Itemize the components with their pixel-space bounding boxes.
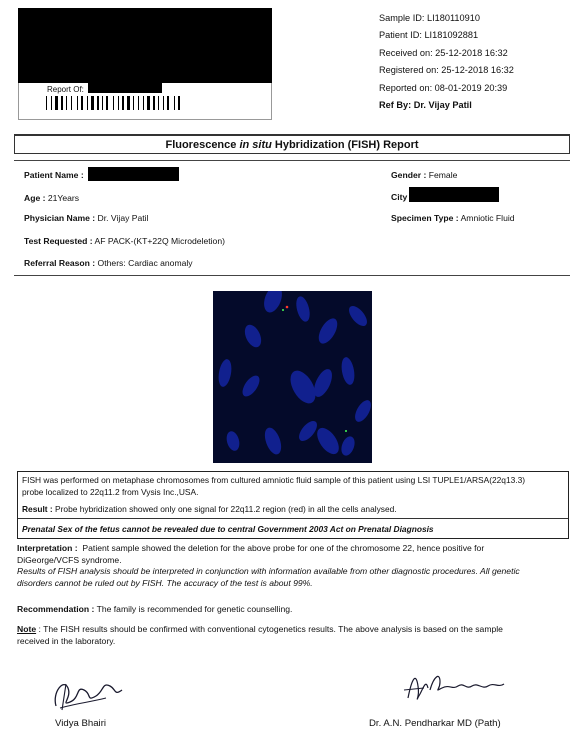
- barcode-bar: [53, 96, 54, 110]
- barcode-bar: [170, 96, 173, 110]
- barcode-bar: [109, 96, 112, 110]
- barcode-bar: [120, 96, 121, 110]
- interpretation-italic2: disorders cannot be ruled out by FISH. The accuracy of the test is about 99%.: [17, 577, 313, 588]
- physician-field: [24, 213, 149, 223]
- result-value: Probe hybridization showed only one signal for 22q11.2 region (red) in all the cells analysed.: [52, 504, 397, 514]
- barcode-bar: [153, 96, 155, 110]
- barcode-bar: [138, 96, 139, 110]
- test-requested-field: [24, 236, 225, 246]
- barcode-bar: [61, 96, 63, 110]
- barcode-bar: [64, 96, 65, 110]
- barcode-bar: [118, 96, 119, 110]
- barcode-bar: [68, 96, 70, 110]
- report-of-redacted: [88, 83, 162, 93]
- signature-left: [50, 672, 130, 714]
- patient-name-field: [24, 170, 84, 180]
- barcode-bar: [160, 96, 162, 110]
- registered-on: Registered on: 25-12-2018 16:32: [379, 65, 514, 76]
- barcode-bar: [106, 96, 108, 110]
- barcode-bar: [87, 96, 88, 110]
- report-title: [14, 134, 570, 154]
- gender-field: [391, 170, 457, 180]
- title-suffix: Hybridization (FISH) Report: [271, 138, 419, 151]
- barcode-bar: [77, 96, 78, 110]
- barcode-bar: [127, 96, 130, 110]
- note: [17, 624, 503, 647]
- method-line-1: FISH was performed on metaphase chromosomes from cultured amniotic fluid sample of this patient using LSI TUPLE1/ARSA(22q13.3): [22, 475, 526, 485]
- method-line-2: probe localized to 22q11.2 from Vysis Inc.,USA.: [22, 487, 199, 497]
- barcode-bar: [158, 96, 159, 110]
- test-label: Test Requested :: [24, 236, 93, 246]
- barcode-bar: [89, 96, 90, 110]
- title-prefix: Fluorescence: [165, 138, 240, 151]
- barcode-bar: [145, 96, 146, 110]
- sex-notice: Prenatal Sex of the fetus cannot be revealed due to central Government 2003 Act on Prenatal Diagnosis: [22, 524, 434, 534]
- barcode-bar: [73, 96, 76, 110]
- note-line1: : The FISH results should be confirmed with conventional cytogenetics results. The above analysis is based on the sample: [36, 624, 503, 634]
- note-label: Note: [17, 624, 37, 634]
- barcode-bar: [46, 96, 47, 110]
- city-label: City: [391, 192, 408, 202]
- barcode-bar: [71, 96, 72, 110]
- recommendation-label: Recommendation :: [17, 604, 95, 614]
- gender-value: Female: [426, 170, 458, 180]
- fish-chromosome-image: [213, 291, 372, 463]
- barcode-bar: [147, 96, 150, 110]
- received-on: Received on: 25-12-2018 16:32: [379, 47, 508, 58]
- divider-patient: [14, 275, 570, 276]
- barcode-bar: [131, 96, 132, 110]
- barcode-bar: [176, 96, 177, 110]
- barcode-bar: [163, 96, 164, 110]
- signature-right: [400, 668, 510, 712]
- age-field: [24, 193, 79, 203]
- red-signal-dot: [286, 306, 289, 309]
- report-metadata: [379, 10, 514, 114]
- result-label: Result :: [22, 504, 53, 514]
- result-box: [17, 471, 569, 539]
- interpretation-italic1: Results of FISH analysis should be interpreted in conjunction with information available from other diagnostic procedures. All genetic: [17, 566, 520, 576]
- barcode-bar: [91, 96, 94, 110]
- barcode-bar: [79, 96, 80, 110]
- barcode-bar: [174, 96, 175, 110]
- referral-field: [24, 258, 193, 268]
- patient-name-redacted: [88, 167, 179, 181]
- title-italic: in situ: [239, 138, 272, 151]
- referral-label: Referral Reason :: [24, 258, 96, 268]
- barcode-bar: [66, 96, 67, 110]
- interpretation: [17, 543, 520, 589]
- barcode-bar: [135, 96, 137, 110]
- city-redacted: [409, 187, 499, 202]
- specimen-value: Amniotic Fluid: [458, 213, 515, 223]
- patient-name-label: Patient Name :: [24, 170, 84, 180]
- barcode-bar: [81, 96, 83, 110]
- barcode-bar: [178, 96, 180, 110]
- fish-microscopy-image: [213, 291, 372, 463]
- interpretation-line1: Patient sample showed the deletion for the above probe for one of the chromosome 22, hence positive for: [77, 543, 485, 553]
- barcode-bar: [84, 96, 86, 110]
- recommendation: [17, 604, 292, 616]
- barcode-bar: [181, 96, 182, 110]
- physician-value: Dr. Vijay Patil: [95, 213, 149, 223]
- patient-id: Patient ID: LI181092881: [379, 30, 479, 41]
- reported-on: Reported on: 08-01-2019 20:39: [379, 82, 508, 93]
- interpretation-label: Interpretation :: [17, 543, 78, 553]
- note-line2: received in the laboratory.: [17, 635, 116, 646]
- barcode-bar: [51, 96, 52, 110]
- physician-label: Physician Name :: [24, 213, 96, 223]
- specimen-field: [391, 213, 515, 223]
- barcode-bar: [59, 96, 60, 110]
- barcode-bar: [115, 96, 117, 110]
- signatory-left-name: Vidya Bhairi: [55, 718, 107, 729]
- barcode-bar: [140, 96, 142, 110]
- result-divider: [18, 518, 568, 519]
- city-field: [391, 192, 407, 202]
- barcode-bar: [125, 96, 126, 110]
- age-value: 21Years: [45, 193, 80, 203]
- barcode-bar: [55, 96, 58, 110]
- recommendation-value: The family is recommended for genetic counselling.: [94, 604, 293, 614]
- barcode-bar: [95, 96, 96, 110]
- barcode-bar: [104, 96, 105, 110]
- report-of-label: Report Of:: [47, 85, 84, 94]
- barcode-bar: [113, 96, 114, 110]
- barcode-bar: [165, 96, 166, 110]
- gender-label: Gender :: [391, 170, 427, 180]
- green-signal-dot-2: [345, 430, 347, 432]
- barcode-bar: [133, 96, 134, 110]
- sample-id: Sample ID: LI180110910: [379, 13, 480, 23]
- result-line: [22, 504, 397, 515]
- barcode-bar: [156, 96, 157, 110]
- barcode: [46, 96, 216, 110]
- age-label: Age :: [24, 193, 46, 203]
- barcode-bar: [167, 96, 169, 110]
- barcode-bar: [48, 96, 50, 110]
- barcode-bar: [151, 96, 152, 110]
- green-signal-dot: [282, 309, 284, 311]
- signatory-right-name: Dr. A.N. Pendharkar MD (Path): [369, 718, 501, 729]
- barcode-bar: [97, 96, 99, 110]
- divider-top: [14, 160, 570, 161]
- barcode-bar: [143, 96, 144, 110]
- referral-value: Others: Cardiac anomaly: [95, 258, 193, 268]
- specimen-label: Specimen Type :: [391, 213, 459, 223]
- barcode-bar: [100, 96, 101, 110]
- interpretation-line2: DiGeorge/VCFS syndrome.: [17, 554, 122, 565]
- test-value: AF PACK-(KT+22Q Microdeletion): [92, 236, 225, 246]
- header-redacted-block: [18, 8, 272, 83]
- barcode-bar: [122, 96, 124, 110]
- barcode-bar: [102, 96, 103, 110]
- ref-by: Ref By: Dr. Vijay Patil: [379, 100, 472, 111]
